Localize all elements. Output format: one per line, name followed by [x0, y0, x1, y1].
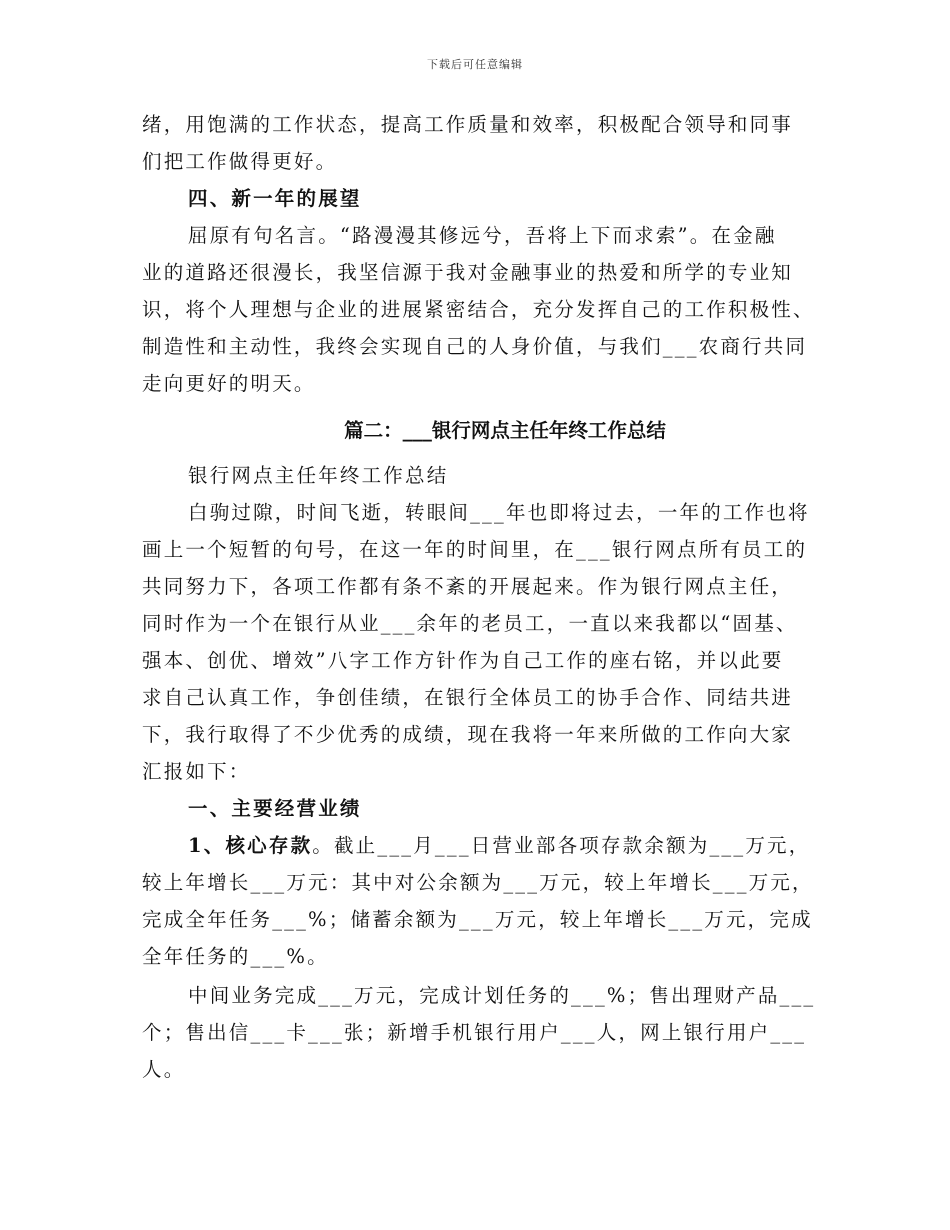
paragraph-line: 强本、创优、增效”八字工作方针作为自己工作的座右铭，并以此要 [142, 649, 784, 672]
section-heading-performance: 一、主要经营业绩 [188, 797, 362, 820]
paragraph-line: 中间业务完成___万元，完成计划任务的___%；售出理财产品___ [188, 984, 816, 1007]
paragraph-line: 们把工作做得更好。 [142, 150, 338, 173]
article-title: 篇二：___银行网点主任年终工作总结 [344, 419, 666, 442]
paragraph-line: 求自己认真工作，争创佳绩，在银行全体员工的协手合作、同结共进 [142, 686, 794, 709]
paragraph-line: 识，将个人理想与企业的进展紧密结合，充分发挥自己的工作积极性、 [142, 298, 815, 321]
section-heading-outlook: 四、新一年的展望 [188, 187, 362, 210]
paragraph-line: 白驹过隙，时间飞逝，转眼间___年也即将过去，一年的工作也将 [188, 501, 810, 524]
paragraph-line: 人。 [142, 1058, 186, 1081]
paragraph-line: 完成全年任务___%；储蓄余额为___万元，较上年增长___万元，完成 [142, 908, 813, 931]
paragraph-line: 走向更好的明天。 [142, 372, 316, 395]
paragraph-line: 下，我行取得了不少优秀的成绩，现在我将一年来所做的工作向大家 [142, 723, 794, 746]
paragraph-line: 制造性和主动性，我终会实现自己的人身价值，与我们___农商行共同 [142, 335, 808, 358]
paragraph-line: 屈原有句名言。“路漫漫其修远兮，吾将上下而求索”。在金融 [188, 224, 777, 247]
paragraph-line: 业的道路还很漫长，我坚信源于我对金融事业的热爱和所学的专业知 [142, 261, 794, 284]
paragraph-line: 画上一个短暂的句号，在这一年的时间里，在___银行网点所有员工的 [142, 538, 808, 561]
page-header-note: 下载后可任意编辑 [427, 58, 523, 71]
paragraph-line: 绪，用饱满的工作状态，提高工作质量和效率，积极配合领导和同事 [142, 113, 794, 136]
paragraph-line: 个；售出信___卡___张；新增手机银行用户___人，网上银行用户___ [142, 1021, 807, 1044]
core-deposit-text: 。截止___月___日营业部各项存款余额为___万元， [312, 834, 811, 857]
paragraph-line [142, 827, 822, 864]
paragraph-line: 同时作为一个在银行从业___余年的老员工，一直以来我都以“固基、 [142, 612, 798, 635]
document-body [142, 106, 822, 1088]
paragraph-line: 较上年增长___万元：其中对公余额为___万元，较上年增长___万元， [142, 871, 814, 894]
paragraph-line: 汇报如下： [142, 760, 251, 783]
paragraph-line: 全年任务的___%。 [142, 945, 329, 968]
core-deposit-label: 1、核心存款 [188, 834, 313, 857]
paragraph-line: 共同努力下，各项工作都有条不紊的开展起来。作为银行网点主任， [142, 575, 794, 598]
subtitle-line: 银行网点主任年终工作总结 [188, 464, 449, 487]
